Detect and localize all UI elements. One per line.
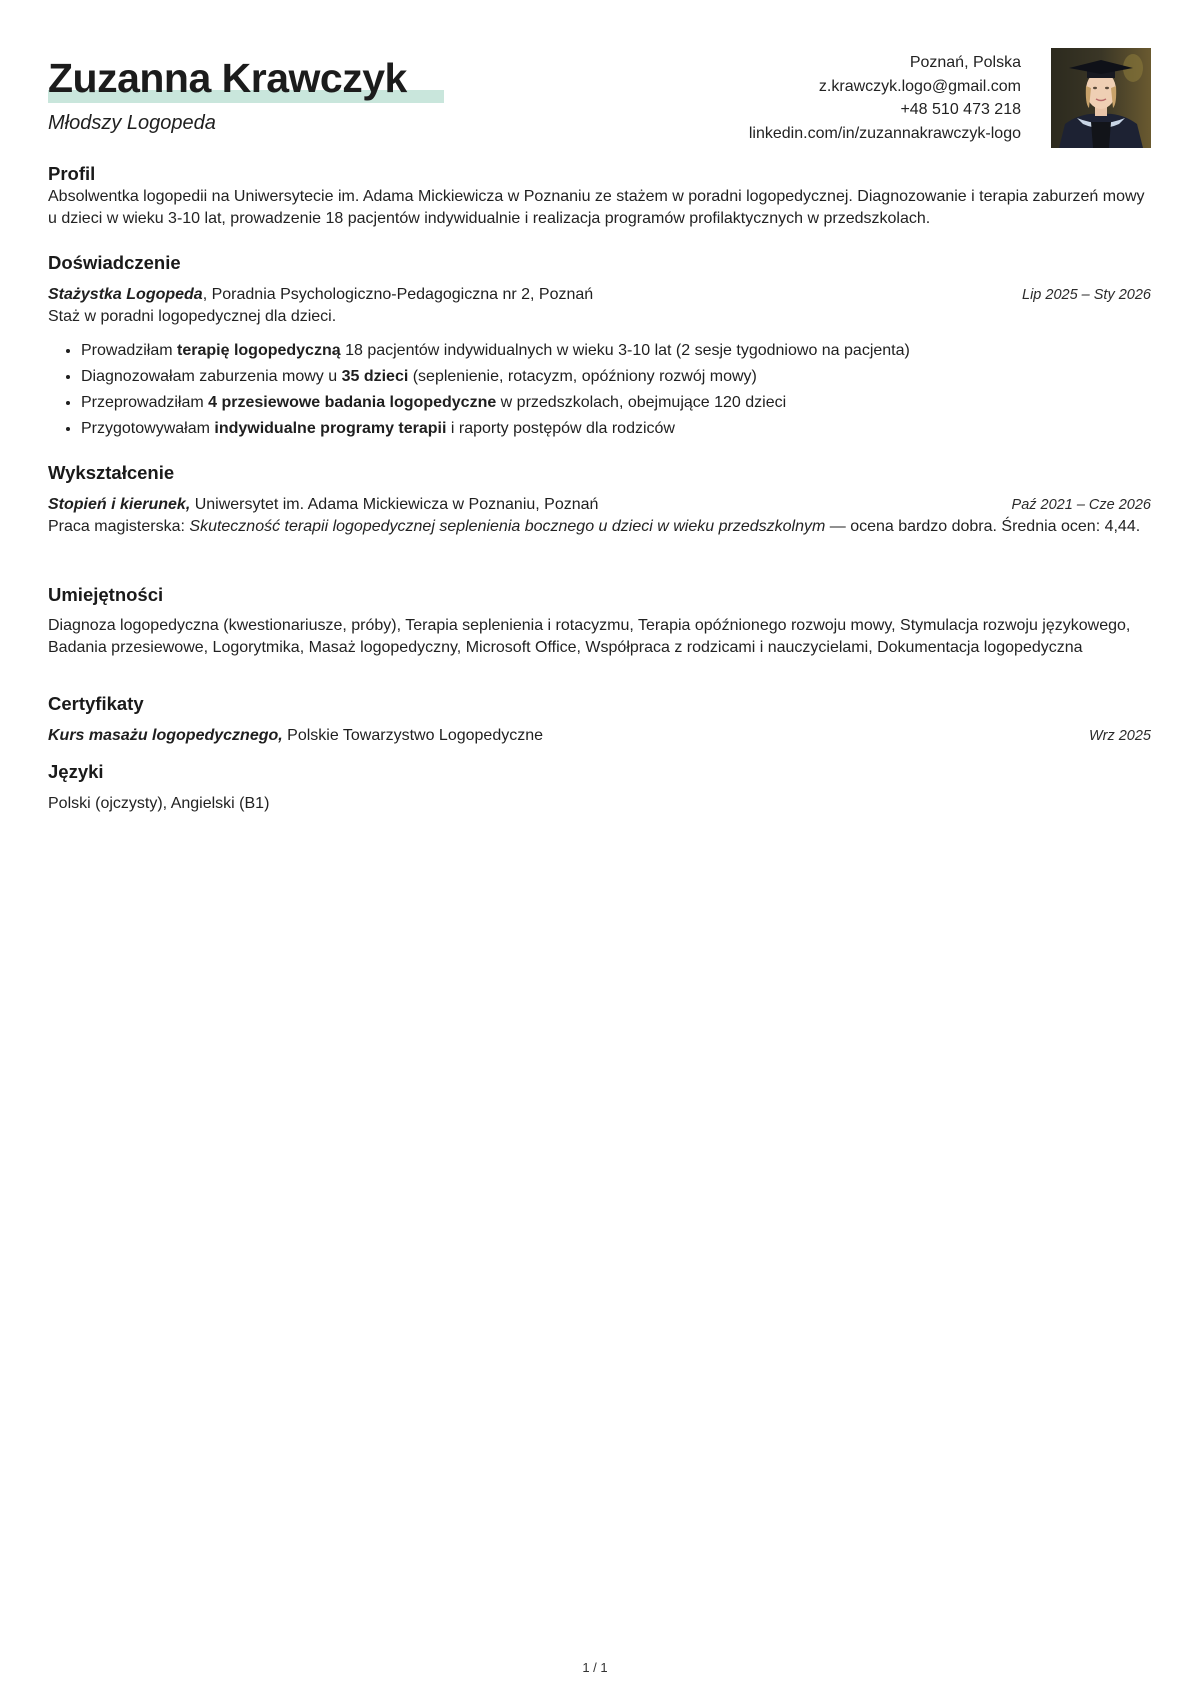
section-languages (48, 761, 1151, 815)
contact-linkedin[interactable]: linkedin.com/in/zuzannakrawczyk-logo (748, 124, 1021, 142)
education-item (48, 494, 1151, 538)
section-heading-certificates: Certyfikaty (48, 693, 144, 714)
section-experience (48, 252, 1151, 442)
job-title: Młodszy Logopeda (48, 112, 216, 134)
section-education (48, 462, 1151, 538)
experience-dates: Lip 2025 – Sty 2026 (1022, 287, 1151, 303)
certificate-date: Wrz 2025 (1088, 728, 1151, 744)
certificate-issuer: Polskie Towarzystwo Logopedyczne (282, 727, 544, 744)
experience-item (48, 284, 1151, 442)
section-certificates (48, 693, 1151, 747)
profile-photo-image (1051, 48, 1151, 148)
resume-page (48, 0, 1151, 812)
section-heading-experience: Doświadczenie (48, 252, 181, 273)
education-degree: Stopień i kierunek, (48, 496, 191, 513)
profile-summary: Absolwentka logopedii na Uniwersytecie im. Adama Mickiewicza w Poznaniu ze stażem w poradni logopedycznej. Diagnozowanie i terapia zaburzeń mowy u dzieci w wieku 3-10 lat, prowadzenie 18 pacjentów indywidualnie i realizacja programów profilaktycznych w przedszkolach. (48, 188, 1145, 227)
languages-list: Polski (ojczysty), Angielski (B1) (48, 795, 270, 812)
contact-location: Poznań, Polska (909, 54, 1021, 71)
section-heading-education: Wykształcenie (48, 462, 175, 483)
experience-bullet: • Przygotowywałam indywidualne programy terapii i raporty postępów dla rodziców (81, 416, 1151, 442)
profile-photo (1051, 48, 1151, 148)
experience-description: Staż w poradni logopedycznej dla dzieci. (48, 308, 337, 325)
experience-bullet: • Diagnozowałam zaburzenia mowy u 35 dzieci (seplenienie, rotacyzm, opóźniony rozwój mowy) (81, 364, 1151, 390)
education-header-row (48, 494, 1151, 516)
experience-position (48, 284, 593, 306)
education-school: Uniwersytet im. Adama Mickiewicza w Poznaniu, Poznań (190, 496, 599, 513)
section-profile (48, 163, 1151, 230)
thesis-title: Skuteczność terapii logopedycznej seplenienia bocznego u dzieci w wieku przedszkolnym (189, 518, 826, 535)
certificate-name: Kurs masażu logopedycznego, (48, 727, 283, 744)
resume-header (48, 0, 1151, 150)
contact-phone: +48 510 473 218 (900, 101, 1021, 118)
education-degree-line (48, 494, 598, 516)
candidate-name: Zuzanna Krawczyk (48, 55, 407, 101)
certificate-item (48, 725, 1151, 747)
experience-role: Stażystka Logopeda (48, 286, 203, 303)
experience-bullets (48, 338, 1151, 442)
education-thesis: Praca magisterska: Skuteczność terapii logopedycznej seplenienia bocznego u dzieci w wieku przedszkolnym — ocena bardzo dobra. Średnia ocen: 4,44. (48, 518, 1141, 535)
contact-block (749, 51, 1021, 145)
experience-header-row (48, 284, 1151, 306)
page-number: 1 / 1 (582, 1660, 608, 1675)
education-dates: Paź 2021 – Cze 2026 (1011, 497, 1151, 513)
experience-bullet: • Prowadziłam terapię logopedyczną 18 pacjentów indywidualnych w wieku 3-10 lat (2 sesje tygodniowo na pacjenta) (81, 338, 1151, 364)
certificate-line (48, 725, 543, 747)
experience-organization: , Poradnia Psychologiczno-Pedagogiczna nr 2, Poznań (202, 286, 594, 303)
contact-email[interactable]: z.krawczyk.logo@gmail.com (818, 77, 1021, 95)
section-heading-languages: Języki (48, 761, 104, 782)
section-heading-profile: Profil (48, 163, 96, 184)
skills-list: Diagnoza logopedyczna (kwestionariusze, próby), Terapia seplenienia i rotacyzmu, Terapia opóźnionego rozwoju mowy, Stymulacja rozwoju językowego, Badania przesiewowe, Logorytmika, Masaż logopedyczny, Microsoft Office, Współpraca z rodzicami i nauczycielami, Dokumentacja logopedyczna (48, 617, 1131, 656)
section-skills (48, 584, 1151, 659)
experience-bullet: • Przeprowadziłam 4 przesiewowe badania logopedyczne w przedszkolach, obejmujące 120 dzieci (81, 390, 1151, 416)
section-heading-skills: Umiejętności (48, 584, 164, 605)
